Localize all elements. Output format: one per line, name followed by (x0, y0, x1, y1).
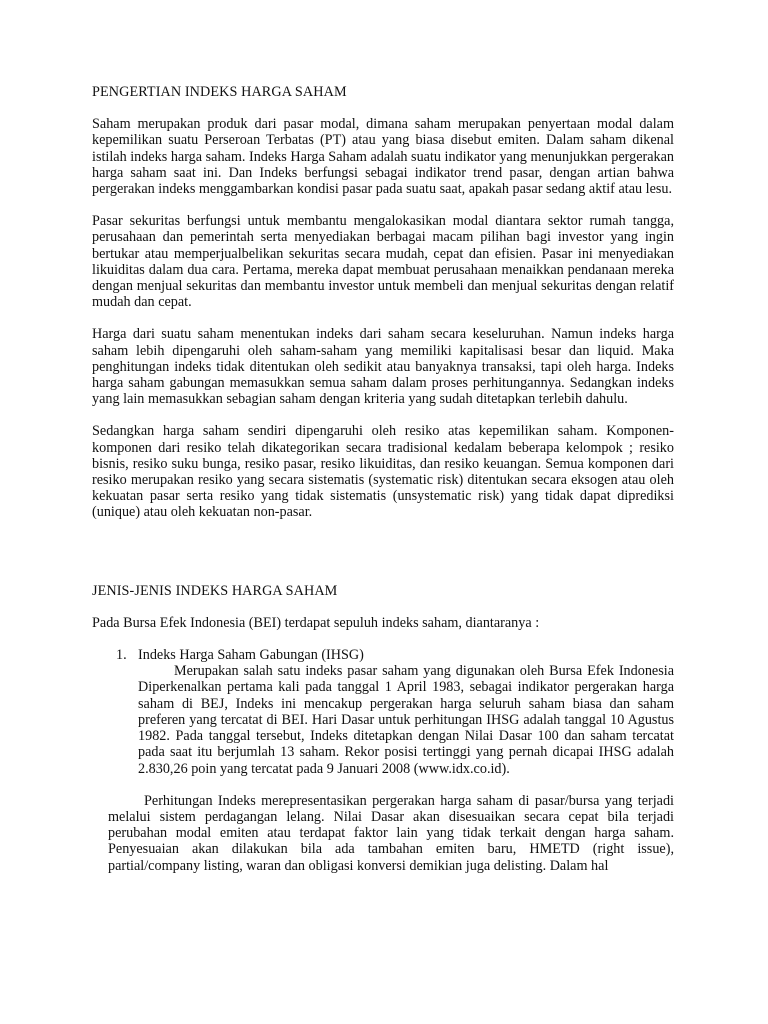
list-item-paragraph: Perhitungan Indeks merepresentasikan pergerakan harga saham di pasar/bursa yang terjadi melalui sistem perdagangan lelang. Nilai Dasar akan disesuaikan secara cepat bila terjadi perubahan modal emiten atau terdapat faktor lain yang tidak terkait dengan harga saham. Penyesuaian akan dilakukan bila ada tambahan emiten baru, HMETD (right issue), partial/company listing, waran dan obligasi konversi demikian juga delisting. Dalam hal (108, 792, 674, 874)
list-item (92, 647, 674, 874)
section-heading-pengertian: PENGERTIAN INDEKS HARGA SAHAM (92, 84, 347, 100)
list-item-paragraph: Merupakan salah satu indeks pasar saham yang digunakan oleh Bursa Efek Indonesia Diperkenalkan pertama kali pada tanggal 1 April 1983, sebagai indikator pergerakan harga saham di BEJ, Indeks ini mencakup pergerakan harga seluruh saham biasa dan saham preferen yang tercatat di BEI. Hari Dasar untuk perhitungan IHSG adalah tanggal 10 Agustus 1982. Pada tanggal tersebut, Indeks ditetapkan dengan Nilai Dasar 100 dan saham tercatat pada saat itu berjumlah 13 saham. Rekor posisi tertinggi yang pernah dicapai IHSG adalah 2.830,26 poin yang tercatat pada 9 Januari 2008 (www.idx.co.id). (138, 663, 674, 777)
paragraph: Sedangkan harga saham sendiri dipengaruhi oleh resiko atas kepemilikan saham. Komponen-komponen dari resiko telah dikategorikan secara tradisional kedalam beberapa kelompok ; resiko bisnis, resiko suku bunga, resiko pasar, resiko likuiditas, dan resiko keuangan. Semua komponen dari resiko merupakan resiko yang secara sistematis (systematic risk) ditentukan secara eksogen atau oleh kekuatan pasar serta resiko yang tidak sistematis (unsystematic risk) yang tidak dapat diprediksi (unique) atau oleh kekuatan non-pasar. (92, 423, 674, 521)
paragraph: Harga dari suatu saham menentukan indeks dari saham secara keseluruhan. Namun indeks harga saham lebih dipengaruhi oleh saham-saham yang memiliki kapitalisasi besar dan liquid. Maka penghitungan indeks tidak ditentukan oleh sedikit atau banyaknya transaksi, tapi oleh harga. Indeks harga saham gabungan memasukkan semua saham dalam proses perhitungannya. Sedangkan indeks yang lain memasukkan sebagian saham dengan kriteria yang sudah ditetapkan terlebih dahulu. (92, 326, 674, 408)
paragraph: Saham merupakan produk dari pasar modal, dimana saham merupakan penyertaan modal dalam kepemilikan suatu Perseroan Terbatas (PT) atau yang biasa disebut emiten. Dalam saham dikenal istilah indeks harga saham. Indeks Harga Saham adalah suatu indikator yang menunjukkan pergerakan harga saham saat ini. Dan Indeks berfungsi sebagai indikator trend pasar, dengan artian bahwa pergerakan indeks menggambarkan kondisi pasar pada suatu saat, apakah pasar sedang aktif atau lesu. (92, 116, 674, 198)
paragraph: Pasar sekuritas berfungsi untuk membantu mengalokasikan modal diantara sektor rumah tangga, perusahaan dan pemerintah serta menyediakan berbagai macam pilihan bagi investor yang ingin bertukar atau memperjualbelikan sekuritas secara mudah, cepat dan efisien. Pasar ini menyediakan likuiditas dalam dua cara. Pertama, mereka dapat membuat perusahaan menaikkan pendanaan mereka dengan menjual sekuritas dan membantu investor untuk membeli dan menjual sekuritas dengan relatif mudah dan cepat. (92, 213, 674, 311)
section-heading-jenis: JENIS-JENIS INDEKS HARGA SAHAM (92, 582, 338, 599)
section-spacer (92, 537, 674, 583)
intro-paragraph: Pada Bursa Efek Indonesia (BEI) terdapat sepuluh indeks saham, diantaranya : (92, 614, 540, 631)
index-list (92, 647, 674, 874)
document-page (92, 84, 674, 874)
list-item-title: Indeks Harga Saham Gabungan (IHSG) (138, 647, 364, 664)
list-number: 1. (116, 647, 127, 664)
